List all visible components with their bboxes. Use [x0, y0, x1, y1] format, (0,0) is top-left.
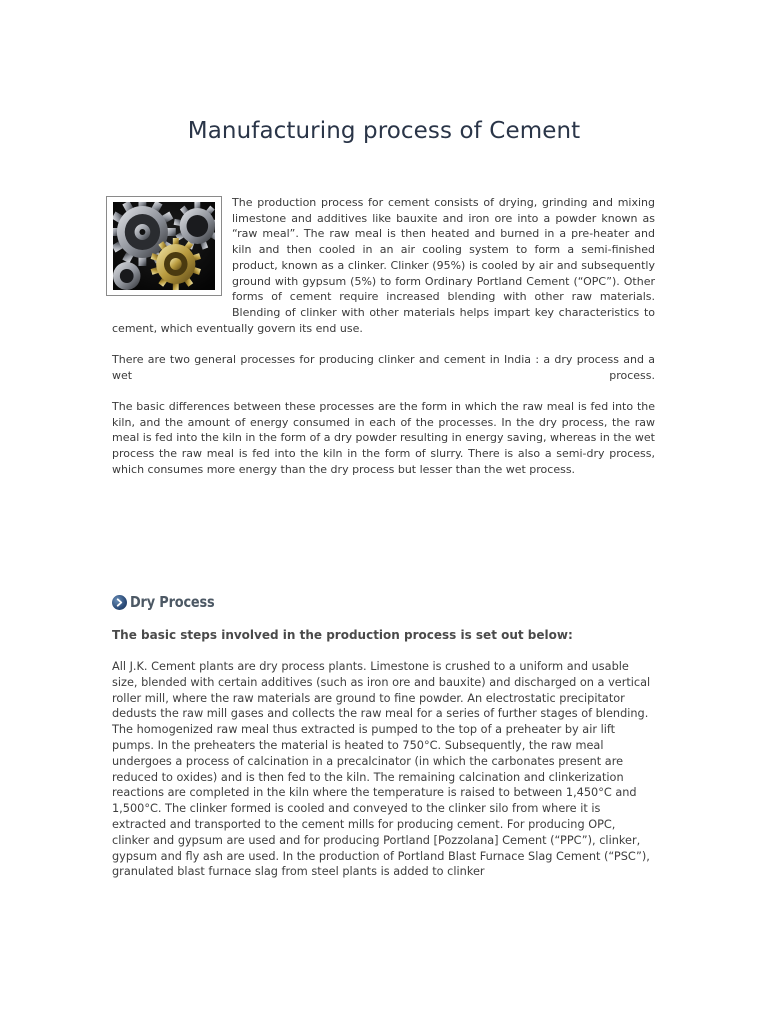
dry-process-heading — [112, 591, 228, 613]
dry-process-subheading: The basic steps involved in the production process is set out below: — [112, 628, 573, 642]
processes-paragraph: There are two general processes for producing clinker and cement in India : a dry process and a wet process. — [112, 353, 655, 382]
intro-paragraph — [112, 195, 655, 336]
chevron-right-icon — [112, 595, 127, 610]
page-title: Manufacturing process of Cement — [187, 118, 581, 144]
dry-process-body: All J.K. Cement plants are dry process plants. Limestone is crushed to a uniform and usable size, blended with certain additives (such as iron ore and bauxite) and discharged on a vertical roller mill, where the raw materials are ground to fine powder. An electrostatic precipitator dedusts the raw mill gases and collects the raw meal for a series of further stages of blending. The homogenized raw meal thus extracted is pumped to the top of a preheater by air lift pumps. In the preheaters the material is heated to 750°C. Subsequently, the raw meal undergoes a process of calcination in a precalcinator (in which the carbonates present are reduced to oxides) and is then fed to the kiln. The remaining calcination and clinkerization reactions are completed in the kiln where the temperature is raised to between 1,450°C and 1,500°C. The clinker formed is cooled and conveyed to the clinker silo from where it is extracted and transported to the cement mills for producing cement. For producing OPC, clinker and gypsum are used and for producing Portland [Pozzolana] Cement (“PPC”), clinker, gypsum and fly ash are used. In the production of Portland Blast Furnace Slag Cement (“PSC”), granulated blast furnace slag from steel plants is added to clinker — [112, 660, 651, 879]
dry-process-title: Dry Process — [130, 593, 215, 611]
intro-text: The production process for cement consists of drying, grinding and mixing limestone and additives like bauxite and iron ore into a powder known as “raw meal”. The raw meal is then heated and burned in a pre-heater and kiln and then cooled in an air cooling system to form a semi-finished product, known as a clinker. Clinker (95%) is cooled by air and subsequently ground with gypsum (5%) to form Ordinary Portland Cement (“OPC”). Other forms of cement require increased blending with other raw materials. Blending of clinker with other materials helps impart key characteristics to cement, which eventually govern its end use. — [112, 196, 655, 335]
image-spacer — [112, 195, 232, 319]
differences-paragraph: The basic differences between these processes are the form in which the raw meal is fed into the kiln, and the amount of energy consumed in each of the processes. In the dry process, the raw meal is fed into the kiln in the form of a dry powder resulting in energy saving, whereas in the wet process the raw meal is fed into the kiln in the form of slurry. There is also a semi-dry process, which consumes more energy than the dry process but lesser than the wet process. — [112, 400, 655, 476]
